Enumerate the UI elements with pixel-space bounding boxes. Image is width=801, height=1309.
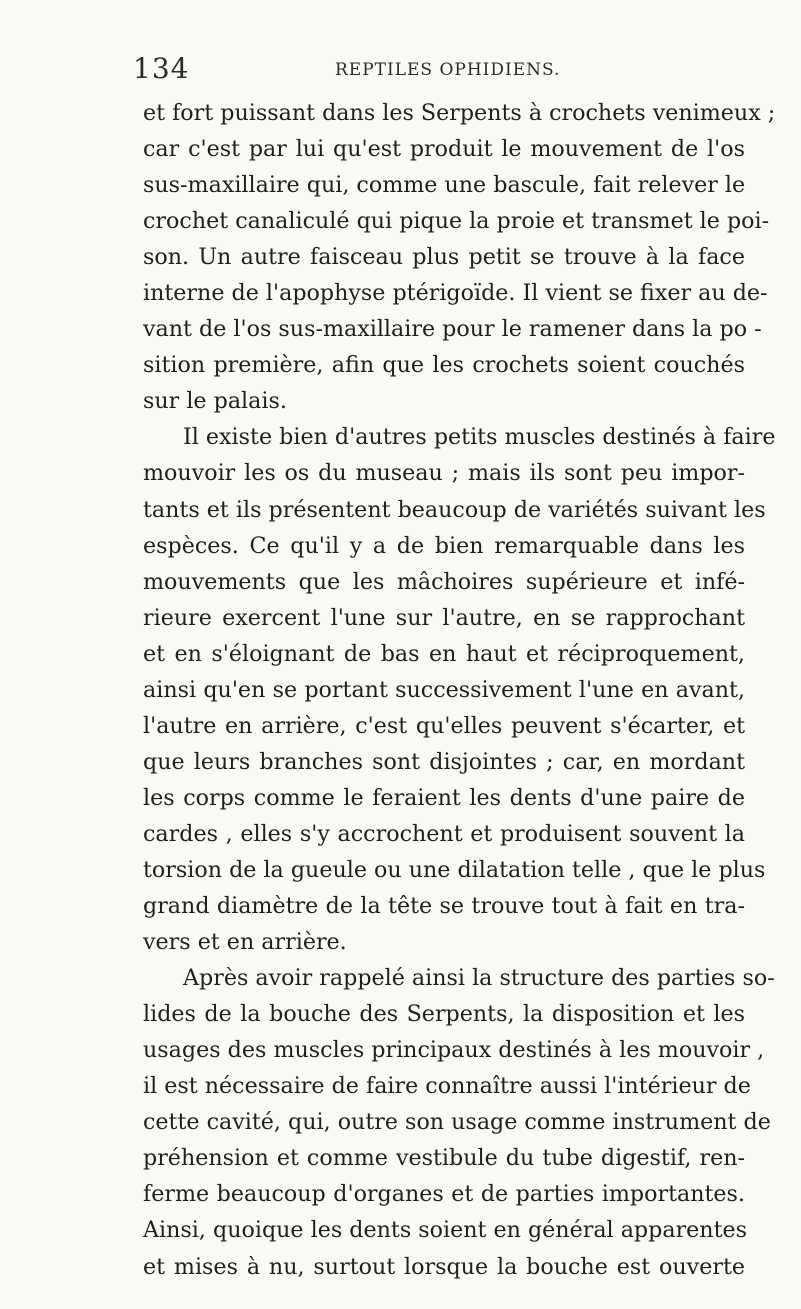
text-line: Il existe bien d'autres petits muscles destinés à faire xyxy=(183,424,776,451)
text-line: sition première, afin que les crochets soient couchés xyxy=(143,352,745,379)
text-line: mouvements que les mâchoires supérieure et infé- xyxy=(143,568,745,595)
page-header xyxy=(133,52,733,92)
text-line: usages des muscles principaux destinés à les mouvoir , xyxy=(143,1037,765,1064)
text-line: et mises à nu, surtout lorsque la bouche est ouverte xyxy=(143,1253,745,1280)
text-line: lides de la bouche des Serpents, la disposition et les xyxy=(143,1001,745,1028)
text-line: préhension et comme vestibule du tube digestif, ren- xyxy=(143,1145,745,1172)
text-line: les corps comme le feraient les dents d'une paire de xyxy=(143,784,745,811)
text-line: mouvoir les os du museau ; mais ils sont peu impor- xyxy=(143,460,745,487)
text-line: sus-maxillaire qui, comme une bascule, fait relever le xyxy=(143,172,746,199)
running-head: REPTILES OPHIDIENS. xyxy=(335,60,561,80)
text-line: espèces. Ce qu'il y a de bien remarquable dans les xyxy=(143,532,745,559)
text-line: Ainsi, quoique les dents soient en général apparentes xyxy=(143,1217,748,1244)
text-line: cardes , elles s'y accrochent et produisent souvent la xyxy=(143,820,745,847)
text-line: Après avoir rappelé ainsi la structure des parties so- xyxy=(183,965,775,992)
text-line: grand diamètre de la tête se trouve tout à fait en tra- xyxy=(143,893,745,920)
text-line: ferme beaucoup d'organes et de parties importantes. xyxy=(143,1181,745,1208)
text-line: interne de l'apophyse ptérigoïde. Il vient se fixer au de- xyxy=(143,280,768,307)
text-line: crochet canaliculé qui pique la proie et transmet le poi- xyxy=(143,208,770,235)
text-line: son. Un autre faisceau plus petit se trouve à la face xyxy=(143,244,745,271)
body-text xyxy=(143,95,776,1285)
text-line: tants et ils présentent beaucoup de variétés suivant les xyxy=(143,496,766,523)
text-line: et en s'éloignant de bas en haut et réciproquement, xyxy=(143,640,745,667)
text-line: rieure exercent l'une sur l'autre, en se rapprochant xyxy=(143,604,745,631)
text-line: cette cavité, qui, outre son usage comme instrument de xyxy=(143,1109,771,1136)
text-line: il est nécessaire de faire connaître aussi l'intérieur de xyxy=(143,1073,751,1100)
text-line: sur le palais. xyxy=(143,388,287,415)
page-number: 134 xyxy=(133,52,190,85)
text-line: ainsi qu'en se portant successivement l'une en avant, xyxy=(143,676,745,703)
text-line: vant de l'os sus-maxillaire pour le ramener dans la po - xyxy=(143,316,762,343)
text-line: que leurs branches sont disjointes ; car, en mordant xyxy=(143,748,745,775)
text-line: et fort puissant dans les Serpents à crochets venimeux ; xyxy=(143,100,776,126)
text-line: vers et en arrière. xyxy=(143,929,347,956)
text-line: torsion de la gueule ou une dilatation telle , que le plus xyxy=(143,856,766,883)
text-line: car c'est par lui qu'est produit le mouvement de l'os xyxy=(143,136,745,163)
text-line: l'autre en arrière, c'est qu'elles peuvent s'écarter, et xyxy=(143,712,745,739)
